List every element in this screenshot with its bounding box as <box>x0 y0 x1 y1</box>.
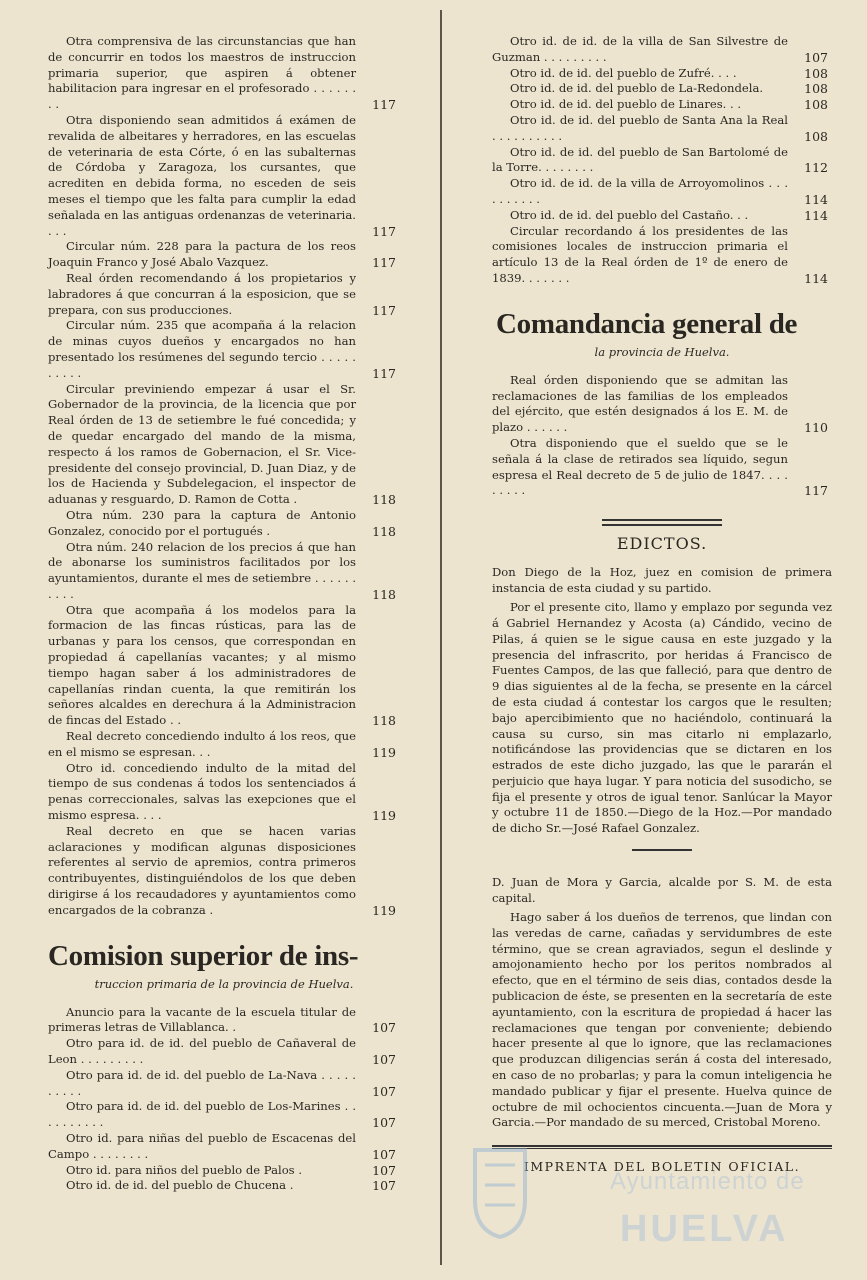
page-number: 108 <box>804 65 828 81</box>
index-entry <box>492 34 832 66</box>
entry-leader-dots: . . . . . . . . <box>492 467 788 498</box>
index-entry <box>48 540 400 603</box>
page-number: 119 <box>372 744 396 760</box>
entry-text <box>492 436 788 499</box>
entry-text <box>48 1068 356 1100</box>
entry-text <box>48 1005 356 1037</box>
entry-title: Real decreto concediendo indulto á los reos, que en el mismo se espresan. <box>48 729 356 759</box>
index-entry <box>48 729 400 761</box>
entry-text <box>492 373 788 436</box>
page-number: 107 <box>372 1115 396 1131</box>
entry-title: Otra disponiendo sean admitidos á exámen de revalida de albeitares y herradores, en las escuelas de veterinaria de esta Córte, ó en las subalternas de Córdoba y Zaragoza, los cursantes, que acrediten en debida forma, no esceden de seis meses el tiempo que les falta para cumplir la edad señalada en las antiguas ordenanzas de veterinaria. <box>48 112 356 222</box>
entry-title: Otro id. de id. del pueblo de La-Redondela. <box>510 81 764 96</box>
page-number: 114 <box>804 207 828 223</box>
entry-title: Otro id. para niños del pueblo de Palos <box>66 1162 295 1177</box>
index-entry <box>48 1131 400 1163</box>
index-entry <box>492 81 832 97</box>
entry-title: Circular recordando á los presidentes de las comisiones locales de instruccion primaria el artículo 13 de la Real órden de 1º de enero de 1839. <box>492 223 788 285</box>
entry-title: Otro id. de id. del pueblo de Zufré. <box>510 65 715 80</box>
index-list <box>48 34 400 919</box>
index-list <box>492 34 832 287</box>
index-entry <box>492 224 832 287</box>
entry-leader-dots: . . . . . . . <box>545 160 594 175</box>
entry-leader-dots: . . <box>169 713 182 728</box>
index-list <box>492 373 832 499</box>
entry-title: Otro para id. de id. del pueblo de Cañaveral de Leon <box>48 1036 356 1067</box>
page-number: 114 <box>804 191 828 207</box>
index-entry <box>48 1005 400 1037</box>
index-entry <box>48 1178 400 1194</box>
entry-title: Real órden disponiendo que se admitan las reclamaciones de las familias de los empleados del ejército, que estén designados á los E. M. de plazo <box>492 372 788 435</box>
entry-leader-dots: . . . . . . . . . . <box>492 176 789 206</box>
page-number: 118 <box>372 586 396 602</box>
entry-text <box>492 208 788 224</box>
index-entry <box>492 373 832 436</box>
entry-leader-dots: . <box>293 492 298 507</box>
entry-title: Otra disponiendo que el sueldo que se le señala á la clase de retirados sea líquido, segun espresa el Real decreto de 5 de julio de 1847. <box>492 435 788 482</box>
page-number: 107 <box>372 1083 396 1099</box>
entry-leader-dots: . <box>209 902 214 917</box>
entry-leader-dots: . . . . . . . . . . <box>48 349 356 380</box>
page-number: 110 <box>804 420 828 436</box>
right-column <box>492 34 832 1174</box>
entry-leader-dots: . . . . . . . . . . <box>48 1067 356 1098</box>
entry-title: Otro para id. de id. del pueblo de Los-Marines <box>66 1099 341 1114</box>
index-entry <box>492 97 832 113</box>
entry-leader-dots: . <box>298 1162 302 1177</box>
ornament-divider <box>602 519 722 526</box>
page-number: 117 <box>372 365 396 381</box>
page-number: 118 <box>372 523 396 539</box>
watermark-text: Ayuntamiento de <box>610 1168 805 1195</box>
index-entry <box>48 239 400 271</box>
entry-leader-dots: . . <box>199 744 211 759</box>
entry-text <box>492 34 788 66</box>
entry-leader-dots: . . . . . . . . <box>48 81 357 112</box>
page-number: 114 <box>804 270 828 286</box>
edictos-heading: EDICTOS. <box>616 534 708 554</box>
index-entry <box>492 208 832 224</box>
entry-text <box>48 1131 356 1163</box>
entry-text <box>48 1099 356 1131</box>
section-subtitle-comandancia: la provincia de Huelva. <box>594 344 730 359</box>
entry-text <box>48 34 356 113</box>
short-divider <box>632 849 692 851</box>
entry-leader-dots: . . . <box>143 808 162 823</box>
entry-text <box>48 113 356 239</box>
page-number: 119 <box>372 808 396 824</box>
index-entry <box>48 1163 400 1179</box>
entry-text <box>48 318 356 381</box>
watermark-text: HUELVA <box>620 1208 789 1250</box>
page-number: 107 <box>372 1146 396 1162</box>
entry-title: Otro id. de id. del pueblo de Linares. <box>510 97 727 112</box>
entry-leader-dots: . <box>232 1020 237 1035</box>
entry-leader-dots: . . <box>730 97 742 112</box>
entry-title: Otro id. de id. del pueblo de Chucena <box>66 1178 287 1193</box>
index-entry <box>48 318 400 381</box>
entry-title: Circular núm. 235 que acompaña á la relacion de minas cuyos dueños y encargados no han presentado los resúmenes del segundo tercio <box>48 318 356 364</box>
entry-leader-dots: . . . . . . <box>528 270 570 285</box>
entry-title: Otra núm. 230 para la captura de Antonio Gonzalez, conocido por el portugués <box>48 507 356 538</box>
entry-leader-dots: . . . . . . . . . . <box>48 1099 357 1130</box>
page-number: 117 <box>372 97 396 113</box>
entry-text <box>48 1036 356 1068</box>
entry-text <box>492 66 788 82</box>
entry-title: Otro id. para niñas del pueblo de Escacenas del Campo <box>48 1131 356 1161</box>
entry-text <box>48 271 356 318</box>
edict-header: Don Diego de la Hoz, juez en comision de primera instancia de esta ciudad y su partido. <box>492 565 832 595</box>
index-entry <box>48 34 400 113</box>
page-number: 119 <box>372 902 396 918</box>
index-entry <box>48 113 400 239</box>
entry-leader-dots: . . . <box>48 223 67 238</box>
index-entry <box>48 1099 400 1131</box>
entry-leader-dots: . . . . . . . . . <box>543 49 607 64</box>
page-number: 107 <box>372 1020 396 1036</box>
entry-title: Otro id. de id. del pueblo de San Bartolomé de la Torre. <box>492 144 788 175</box>
entry-text <box>48 540 356 603</box>
edict-body: Por el presente cito, llamo y emplazo por segunda vez á Gabriel Hernandez y Acosta (a) Cándido, vecino de Pilas, á quien se le sigue causa en este juzgado y la presencia del infrascrito, por heridas á Francisco de Fuentes Campos, de las que falleció, para que dentro de 9 dias siguientes al de la fecha, se presente en la cárcel de esta ciudad á contestar los cargos que le resulten; bajo apercibimiento que no haciéndolo, continuará la causa su curso, sin mas citarlo ni emplazarlo, notificándose las providencias que se dictaren en los estrados de este dicho juzgado, las que le pararán el perjuicio que haya lugar. Y para noticia del susodicho, se fija el presente y otros de igual tenor. Sanlúcar la Mayor y octubre 11 de 1850.—Diego de la Hoz.—Por mandado de dicho Sr.—José Rafael Gonzalez. <box>492 600 832 836</box>
page-number: 107 <box>804 49 828 65</box>
index-entry <box>48 382 400 508</box>
section-title-comision: Comision superior de ins- <box>48 939 359 972</box>
entry-title: Real decreto en que se hacen varias aclaraciones y modifican algunas disposiciones referentes al servio de apremios, contra primeros contribuyentes, distinguiéndolos de los que deben dirigirse á los recaudadores y ayuntamientos como encargados de la cobranza <box>48 823 356 917</box>
entry-leader-dots: . <box>289 1178 294 1193</box>
footer-rule <box>492 1145 832 1147</box>
entry-title: Anuncio para la vacante de la escuela titular de primeras letras de Villablanca. <box>48 1004 356 1035</box>
index-entry <box>48 603 400 729</box>
entry-leader-dots: . . . . . . . . . <box>80 1052 144 1067</box>
entry-title: Otro id. de id. del pueblo del Castaño. <box>510 207 734 222</box>
entry-leader-dots: . <box>266 523 271 538</box>
entry-title: Otro id. de id. del pueblo de Santa Ana la Real <box>510 112 788 127</box>
entry-text <box>492 145 788 177</box>
index-entry <box>48 508 400 540</box>
page-number: 108 <box>804 97 828 113</box>
entry-text <box>492 97 788 113</box>
page-number: 107 <box>372 1178 396 1194</box>
entry-text <box>48 239 356 271</box>
edict-body: Hago saber á los dueños de terrenos, que lindan con las veredas de carne, cañadas y servidumbres de este término, que se crean agraviados, segun el deslinde y amojonamiento hecho por los peritos nombrados al efecto, que en el término de seis dias, contados desde la publicacion de éste, se presenten en la secretaría de este ayuntamiento, con la escritura de propiedad á hacer las reclamaciones que tengan por conveniente; debiendo hacer presente al que lo ignore, que las reclamaciones que produzcan diligencias serán á costa del interesado, en caso de no probarlas; y para la comun inteligencia he mandado publicar y fijar el presente. Huelva quince de octubre de mil ochocientos cincuenta.—Juan de Mora y Garcia.—Por mandado de su merced, Cristobal Moreno. <box>492 910 832 1130</box>
page-number: 117 <box>804 483 828 499</box>
printer-imprint: IMPRENTA DEL BOLETIN OFICIAL. <box>523 1159 801 1175</box>
index-list <box>48 1005 400 1195</box>
page-number: 117 <box>372 255 396 271</box>
index-entry <box>492 145 832 177</box>
entry-text <box>492 224 788 287</box>
edict-header: D. Juan de Mora y Garcia, alcalde por S. M. de esta capital. <box>492 875 832 905</box>
entry-title: Circular previniendo empezar á usar el Sr. Gobernador de la provincia, de la licencia que por Real órden de 13 de setiembre le fué concedida; y de quedar encargado del mando de la misma, respecto á los ramos de Gobernacion, el Sr. Vice-presidente del consejo provincial, D. Juan Diaz, y de los de Hacienda y Subdelegacion, el inspector de aduanas y resguardo, D. Ramon de Cotta <box>48 381 356 507</box>
entry-title: Otra núm. 240 relacion de los precios á que han de abonarse los suministros facilitados por los ayuntamientos, durante el mes de setiembre <box>48 539 356 586</box>
entry-text <box>48 761 356 824</box>
index-entry <box>48 761 400 824</box>
entry-leader-dots: . . . . . . <box>526 420 568 435</box>
page-number: 108 <box>804 128 828 144</box>
entry-text <box>48 508 356 540</box>
page-number: 107 <box>372 1162 396 1178</box>
entry-leader-dots: . . . . . . . . <box>92 1146 149 1161</box>
entry-text <box>48 824 356 919</box>
index-entry <box>492 113 832 145</box>
entry-text <box>48 382 356 508</box>
entry-title: Circular núm. 228 para la pactura de los reos Joaquin Franco y José Abalo Vazquez. <box>48 239 356 270</box>
index-entry <box>492 176 832 208</box>
page-number: 118 <box>372 492 396 508</box>
entry-text <box>492 113 788 145</box>
entry-text <box>48 1163 356 1179</box>
entry-leader-dots: . . . . . . . . . . <box>492 128 563 143</box>
entry-title: Otro id. de id. de la villa de San Silvestre de Guzman <box>492 34 788 64</box>
page-number: 118 <box>372 713 396 729</box>
entry-title: Otro id. concediendo indulto de la mitad del tiempo de sus condenas á todos los sentenciados á penas correccionales, salvas las exepciones que el mismo espresa. <box>48 760 356 823</box>
entry-title: Otro para id. de id. del pueblo de La-Nava <box>66 1067 318 1082</box>
column-divider <box>440 10 442 1265</box>
page-number: 108 <box>804 81 828 97</box>
entry-leader-dots: . . <box>737 207 749 222</box>
entry-text <box>492 81 788 97</box>
entry-title: Otro id. de id. de la villa de Arroyomolinos <box>510 176 765 191</box>
footer-rule <box>492 1148 832 1149</box>
entry-text <box>48 1178 356 1194</box>
left-column <box>48 34 400 1194</box>
entry-text <box>492 176 788 208</box>
entry-leader-dots: . . . <box>718 65 737 80</box>
index-entry <box>48 1068 400 1100</box>
index-entry <box>48 824 400 919</box>
index-entry <box>48 271 400 318</box>
page-number: 117 <box>372 302 396 318</box>
page-number: 107 <box>372 1052 396 1068</box>
page-number: 117 <box>372 223 396 239</box>
index-entry <box>492 66 832 82</box>
entry-title: Otra comprensiva de las circunstancias que han de concurrir en todos los maestros de instruccion primaria superior, que aspiren á obtener habilitacion para ingresar en el profesorado <box>48 34 356 96</box>
entry-leader-dots: . . . . . . . . . . <box>48 571 356 601</box>
entry-title: Otra que acompaña á los modelos para la formacion de las fincas rústicas, para las de urbanas y para los censos, que correspondan en propiedad á capellanías vacantes; y al mismo tiempo hagan saber á los administradores de capellanías rindan cuenta, la que remitirán los señores alcaldes en derechura á la Administracion de fincas del Estado <box>48 602 356 728</box>
entry-text <box>48 729 356 761</box>
section-title-comandancia: Comandancia general de <box>496 307 798 340</box>
index-entry <box>48 1036 400 1068</box>
section-subtitle-comision: truccion primaria de la provincia de Huelva. <box>94 976 354 991</box>
entry-title: Real órden recomendando á los propietarios y labradores á que concurran á la esposicion, que se prepara, con sus producciones. <box>48 270 356 317</box>
index-entry <box>492 436 832 499</box>
entry-text <box>48 603 356 729</box>
page-number: 112 <box>804 160 828 176</box>
